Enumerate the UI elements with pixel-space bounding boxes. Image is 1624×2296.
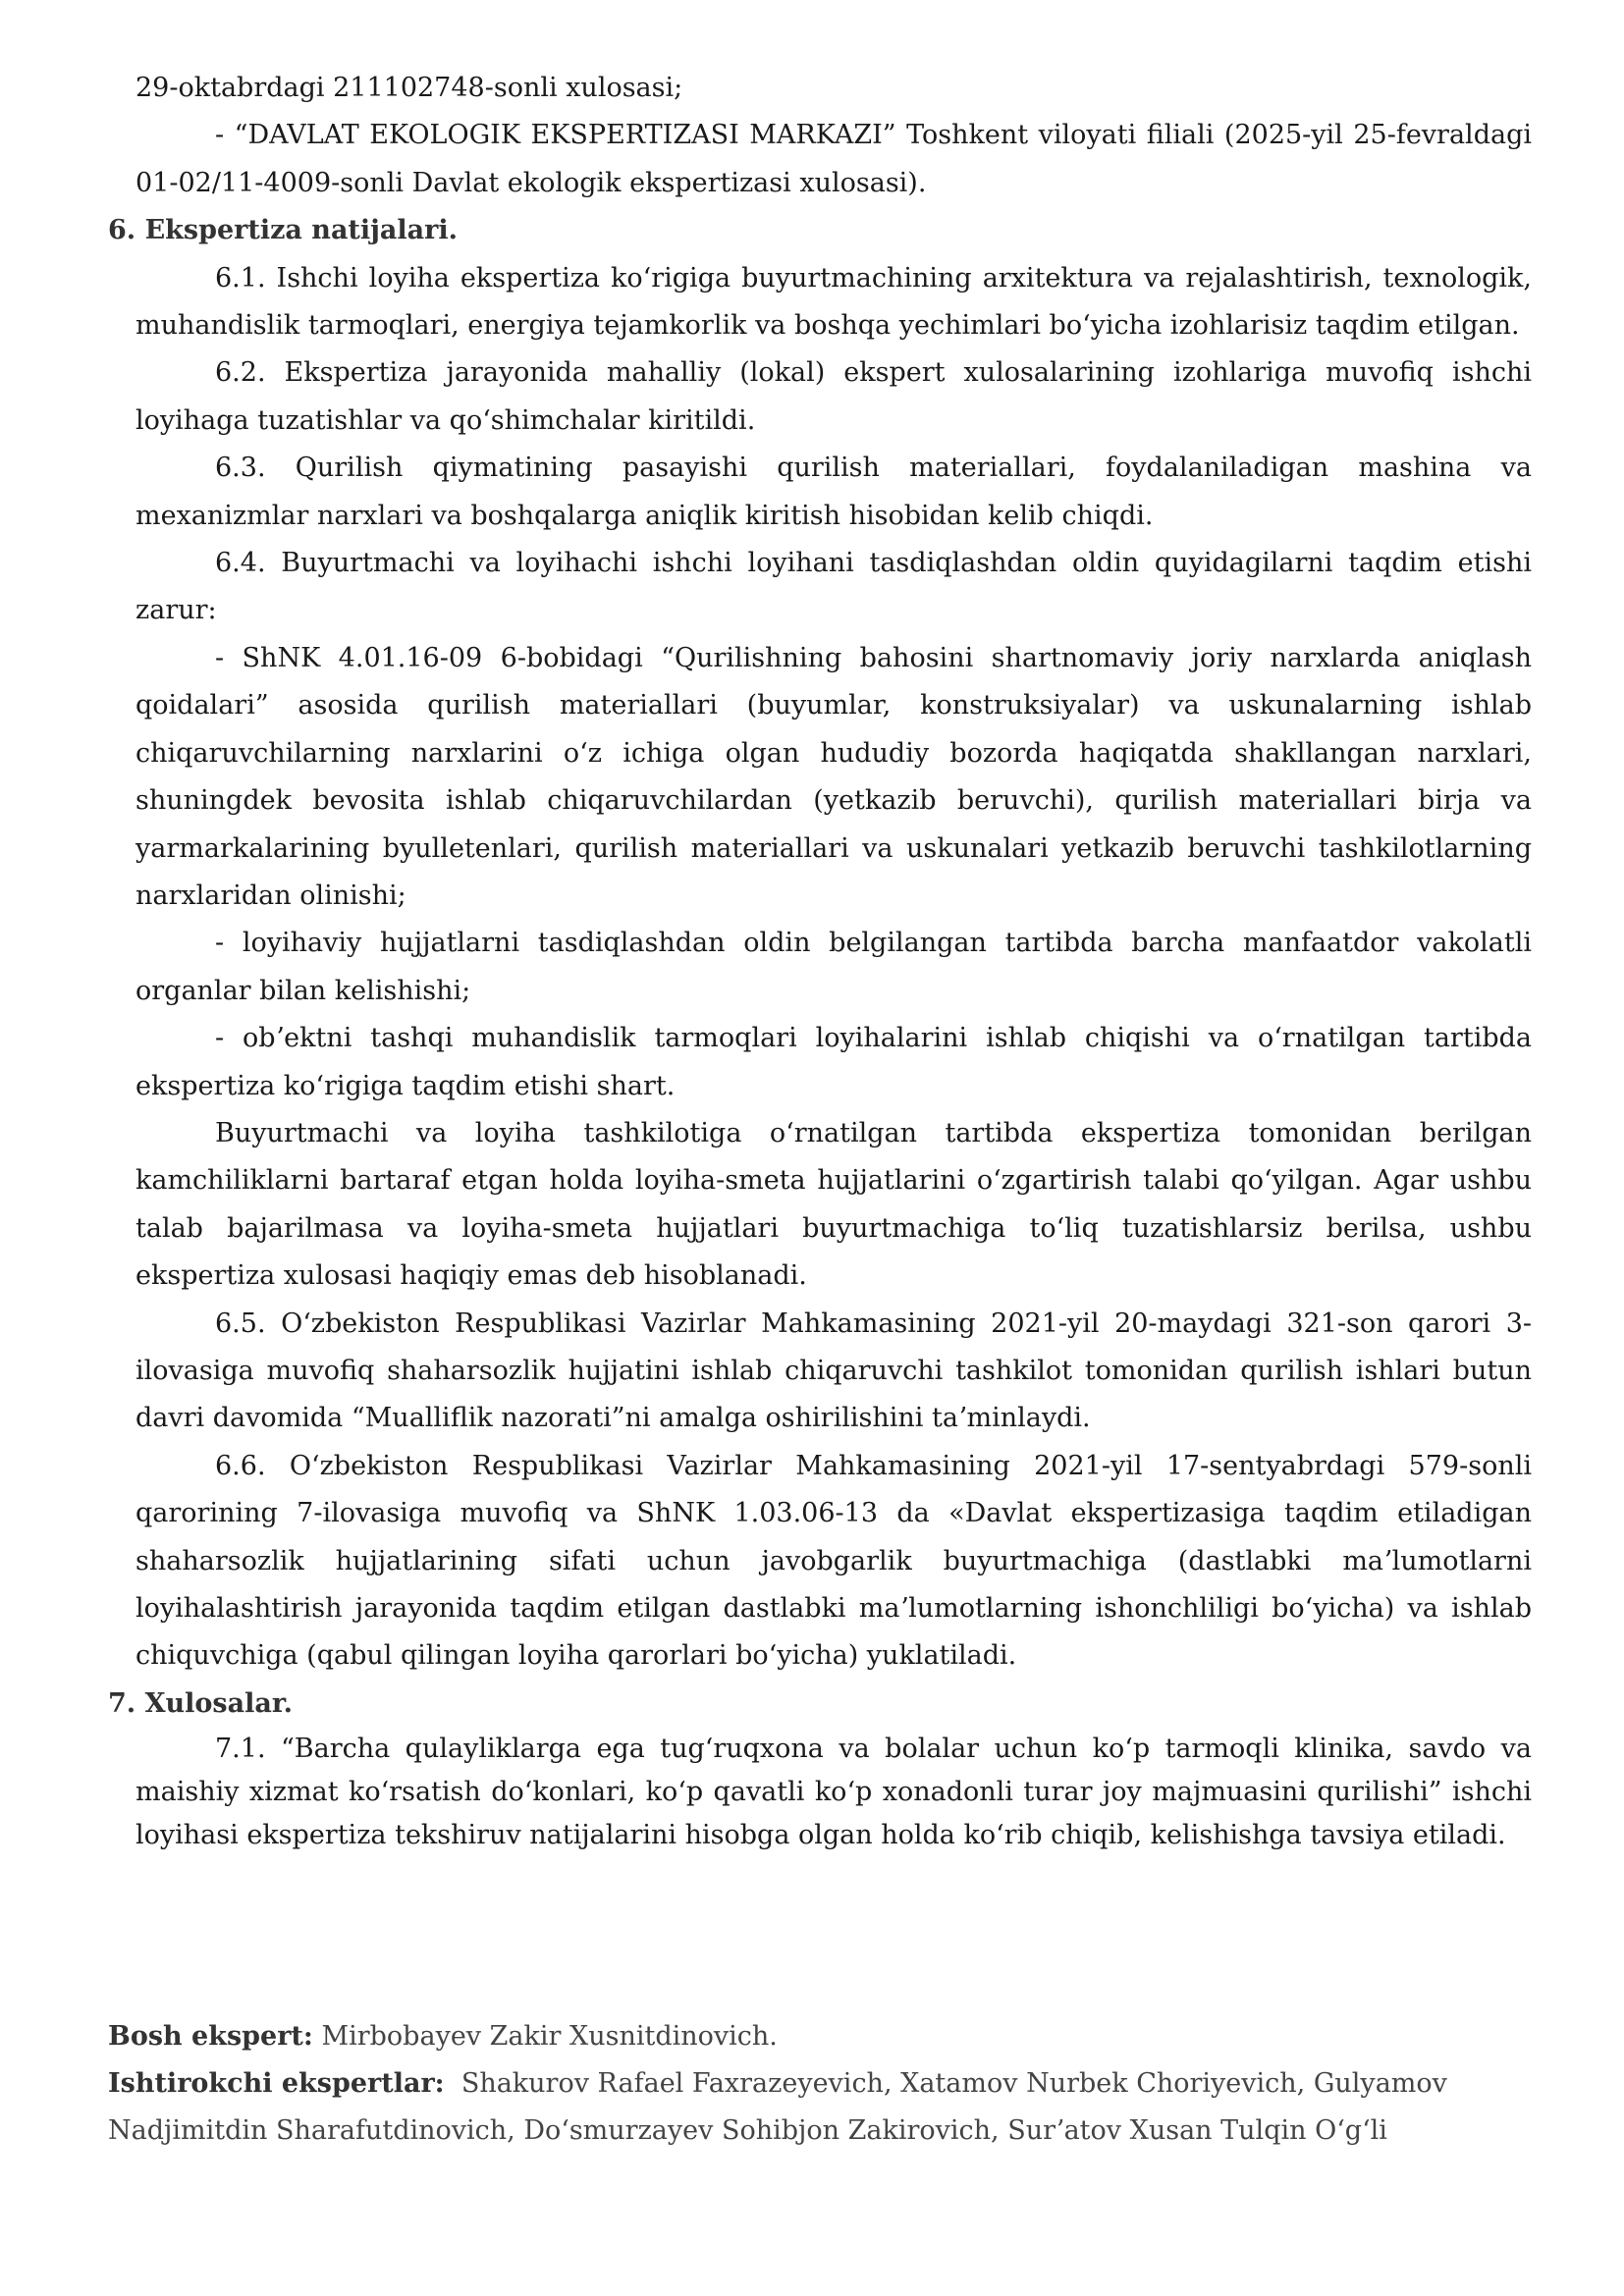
paragraph-6-1: 6.1. Ishchi loyiha ekspertiza koʻrigiga buyurtmachining arxitektura va rejalashtirish, texnologik, muhandislik tarmoqlari, energiya tejamkorlik va boshqa yechimlari boʻyicha izohlarisiz taqdim etilgan. (135, 262, 1532, 342)
chief-expert-name: Mirbobayev Zakir Xusnitdinovich. (312, 2021, 778, 2052)
paragraph-6-4: 6.4. Buyurtmachi va loyihachi ishchi loyihani tasdiqlashdan oldin quyidagilarni taqdim etishi zarur: (135, 548, 1532, 626)
paragraph-7-1: 7.1. “Barcha qulayliklarga ega tugʻruqxona va bolalar uchun koʻp tarmoqli klinika, savdo va maishiy xizmat koʻrsatish doʻkonlari, koʻp qavatli koʻp xonadonli turar joy majmuasini qurilishi” ishchi loyihasi ekspertiza tekshiruv natijalarini hisobga olgan holda koʻrib chiqib, kelishishga tavsiya etiladi. (135, 1734, 1532, 1851)
paragraph-requirement: Buyurtmachi va loyiha tashkilotiga oʻrnatilgan tartibda ekspertiza tomonidan berilgan kamchiliklarni bartaraf etgan holda loyiha-smeta hujjatlarini oʻzgartirish talabi qoʻyilgan. Agar ushbu talab bajarilmasa va loyiha-smeta hujjatlari buyurtmachiga toʻliq tuzatishlarsiz berilsa, ushbu ekspertiza xulosasi haqiqiy emas deb hisoblanadi. (135, 1117, 1532, 1292)
list-item-shnk: - ShNK 4.01.16-09 6-bobidagi “Qurilishning bahosini shartnomaviy joriy narxlarda aniqlash qoidalari” asosida qurilish materiallari (buyumlar, konstruksiyalar) va uskunalarning ishlab chiqaruvchilarning narxlarini oʻz ichiga olgan hududiy bozorda haqiqatda shakllangan narxlari, shuningdek bevosita ishlab chiqaruvchilardan (yetkazib beruvchi), qurilish materiallari birja va yarmarkalarining byulletenlari, qurilish materiallari va uskunalari yetkazib beruvchi tashkilotlarning narxlaridan olinishi; (135, 642, 1532, 911)
chief-expert-line (108, 2013, 1532, 2060)
paragraph-6-5: 6.5. Oʻzbekiston Respublikasi Vazirlar Mahkamasining 2021-yil 20-maydagi 321-son qarori 3-ilovasiga muvofiq shaharsozlik hujjatini ishlab chiqaruvchi tashkilot tomonidan qurilish ishlari butun davri davomida “Mualliflik nazorati”ni amalga oshirilishini taʼminlaydi. (135, 1308, 1532, 1434)
intro-line-2: - “DAVLAT EKOLOGIK EKSPERTIZASI MARKAZI” Toshkent viloyati filiali (2025-yil 25-fevraldagi 01-02/11-4009-sonli Davlat ekologik ekspertizasi xulosasi). (135, 120, 1532, 198)
participants-line (108, 2060, 1532, 2155)
participants-names: Shakurov Rafael Faxrazeyevich, Xatamov Nurbek Choriyevich, Gulyamov Nadjimitdin Sharafutdinovich, Doʻsmurzayev Sohibjon Zakirovich, Surʼatov Xusan Tulqin Oʻgʻli (108, 2068, 1456, 2146)
document-body (108, 65, 1532, 1857)
list-item-networks: - obʼektni tashqi muhandislik tarmoqlari loyihalarini ishlab chiqishi va oʻrnatilgan tartibda ekspertiza koʻrigiga taqdim etishi shart. (135, 1023, 1532, 1101)
section-7-heading: 7. Xulosalar. (108, 1687, 294, 1719)
signature-block (108, 2013, 1532, 2155)
participants-label: Ishtirokchi ekspertlar: (108, 2068, 445, 2099)
list-item-approval: - loyihaviy hujjatlarni tasdiqlashdan oldin belgilangan tartibda barcha manfaatdor vakolatli organlar bilan kelishishi; (135, 928, 1532, 1006)
paragraph-6-6: 6.6. Oʻzbekiston Respublikasi Vazirlar Mahkamasining 2021-yil 17-sentyabrdagi 579-sonli qarorining 7-ilovasiga muvofiq va ShNK 1.03.06-13 da «Davlat ekspertizasiga taqdim etiladigan shaharsozlik hujjatlarining sifati uchun javobgarlik buyurtmachiga (dastlabki maʼlumotlarni loyihalashtirish jarayonida taqdim etilgan dastlabki maʼlumotlarning ishonchliligi boʻyicha) va ishlab chiquvchiga (qabul qilingan loyiha qarorlari boʻyicha) yuklatiladi. (135, 1450, 1532, 1672)
section-6-heading: 6. Ekspertiza natijalari. (108, 215, 459, 246)
chief-expert-label: Bosh ekspert: (108, 2021, 313, 2052)
intro-line-1: 29-oktabrdagi 211102748-sonli xulosasi; (135, 73, 683, 103)
paragraph-6-2: 6.2. Ekspertiza jarayonida mahalliy (lokal) ekspert xulosalarining izohlariga muvofiq ishchi loyihaga tuzatishlar va qoʻshimchalar kiritildi. (135, 357, 1532, 436)
paragraph-6-3: 6.3. Qurilish qiymatining pasayishi qurilish materiallari, foydalaniladigan mashina va mexanizmlar narxlari va boshqalarga aniqlik kiritish hisobidan kelib chiqdi. (135, 453, 1532, 531)
